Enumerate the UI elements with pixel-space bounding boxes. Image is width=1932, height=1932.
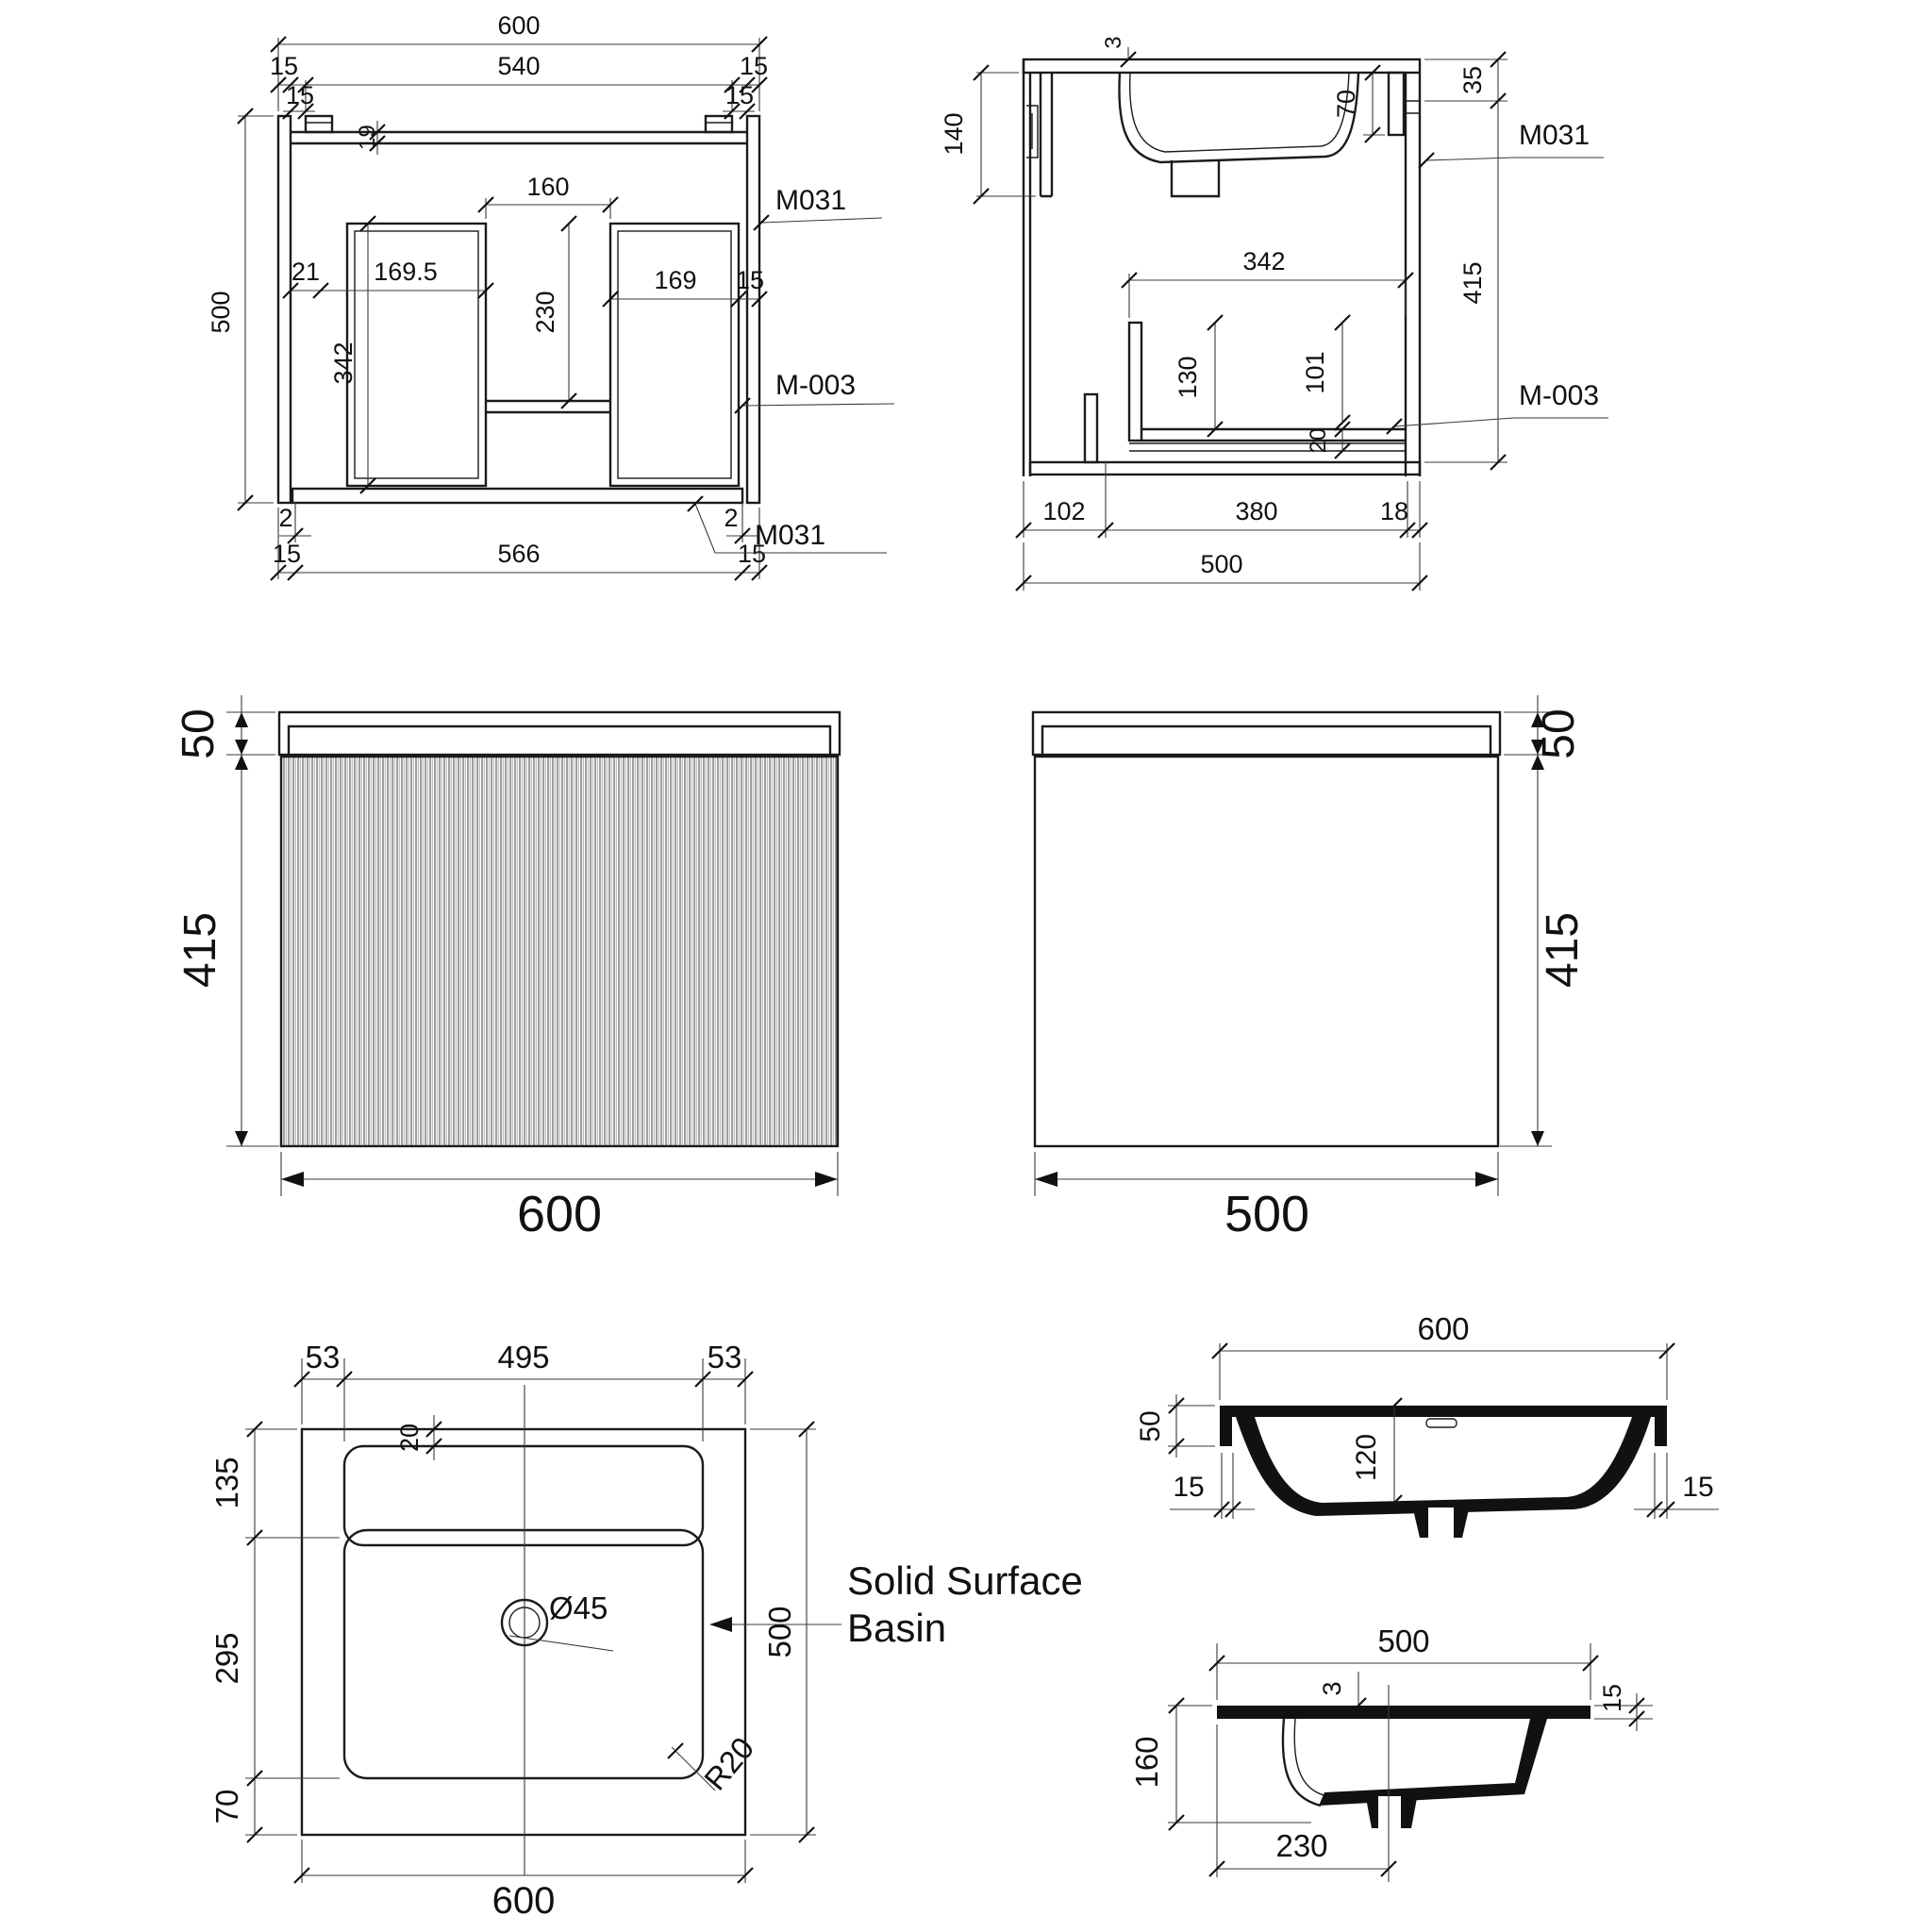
dim-bottom-thk-right: 15 [737, 540, 767, 568]
side-section-view [940, 36, 1608, 591]
dim-overall-depth: 500 [1200, 550, 1243, 578]
hanging-rail [1389, 73, 1404, 135]
drain-bore [1428, 1507, 1454, 1538]
bottom-panel [292, 489, 742, 503]
dim-flange-height: 50 [1135, 1410, 1166, 1442]
dim-front-offset: 102 [1042, 497, 1086, 525]
dim-bottom-length: 566 [497, 540, 541, 568]
dim-edge-left: 53 [305, 1340, 341, 1374]
drain-bore-side [1378, 1796, 1401, 1828]
basin-top-slab [1024, 59, 1420, 73]
side-elevation-view [1033, 695, 1588, 1242]
dim-bowl-inner-depth: 120 [1351, 1433, 1382, 1482]
dim-panel-height-side: 415 [1538, 911, 1588, 989]
dim-overall-height: 500 [207, 291, 235, 334]
fluted-front-panel [281, 757, 838, 1146]
dim-drawer-gap: 160 [526, 173, 570, 201]
dim-bracket-offset-right: 15 [724, 81, 755, 109]
dim-bottom-setback-left: 2 [278, 504, 293, 532]
dim-wall-thk-left: 15 [1173, 1472, 1205, 1503]
dim-overall-width: 600 [497, 11, 541, 40]
front-elevation-view [174, 695, 840, 1242]
dim-inner-width: 540 [497, 52, 541, 80]
part-label-m003: M-003 [775, 370, 857, 401]
front-section-view [207, 11, 894, 580]
dim-drawer-side-gap: 21 [291, 258, 321, 286]
dim-cap-height-side: 50 [1534, 708, 1584, 759]
drain-stub [1172, 159, 1219, 196]
dim-drawer-height: 342 [329, 341, 358, 385]
dim-panel-height: 415 [175, 911, 225, 989]
right-side-panel [747, 116, 759, 503]
dim-body-height: 415 [1458, 261, 1487, 305]
center-shelf [486, 401, 610, 412]
m003-panel [1129, 443, 1406, 451]
dim-corner-radius: R20 [697, 1730, 761, 1797]
bowl-bottom-section [1319, 1719, 1547, 1806]
side-panel-face [1035, 757, 1498, 1146]
dim-bowl-width: 495 [497, 1340, 550, 1374]
dim-cap-height: 50 [174, 708, 224, 759]
basin-slab-section [1217, 1706, 1591, 1719]
front-wall [1024, 59, 1030, 476]
basin-label-line2: Basin [847, 1606, 947, 1650]
dim-101: 101 [1301, 351, 1329, 394]
dim-slab-edge-thk: 15 [1598, 1683, 1626, 1713]
front-apron [1041, 73, 1052, 196]
bottom-shelf [1141, 429, 1406, 441]
dim-bracket-offset-left: 15 [285, 81, 315, 109]
part-label-m031-top: M031 [775, 185, 847, 216]
overflow-slot [1426, 1419, 1457, 1427]
dim-basin-depth: 500 [1377, 1624, 1430, 1658]
dim-20: 20 [1306, 427, 1331, 454]
dim-basin-overall-depth: 160 [1129, 1736, 1164, 1789]
basin-bowl-plan [344, 1530, 703, 1778]
dim-rail-offset: 35 [1458, 65, 1487, 95]
dim-bottom-thk-left: 15 [272, 540, 302, 568]
dim-bowl-depth-plan: 295 [209, 1632, 244, 1685]
dim-slab-thk: 3 [1101, 36, 1126, 49]
dim-bowl-depth-rear: 70 [1332, 89, 1360, 119]
dim-drain-position: 230 [1275, 1828, 1328, 1863]
dim-130: 130 [1174, 356, 1202, 399]
dim-panel-thk-right: 15 [739, 52, 769, 80]
front-bottom-bracket [1085, 394, 1097, 462]
dim-ledge-depth: 135 [209, 1457, 244, 1509]
basin-plan-view [209, 1340, 1083, 1922]
dim-drawer-span: 380 [1235, 497, 1278, 525]
bowl-front-outer [1283, 1719, 1321, 1806]
hanger-bracket-left [306, 116, 332, 132]
dim-back-gap: 18 [1379, 497, 1409, 525]
basin-flange-section [1220, 1406, 1667, 1446]
dim-plan-width: 600 [491, 1880, 556, 1922]
dim-basin-width: 600 [1417, 1311, 1470, 1346]
dim-gap-height: 230 [531, 291, 559, 334]
top-cap-side [1033, 712, 1500, 755]
dim-drain-diameter: Ø45 [549, 1591, 608, 1625]
drawer-back [1129, 323, 1141, 441]
part-label-m031-bottom: M031 [755, 520, 826, 551]
top-cap [279, 712, 840, 755]
left-side-panel [278, 116, 291, 503]
basin-front-section-view [1135, 1311, 1719, 1538]
dim-wall-thk-right: 15 [1682, 1472, 1714, 1503]
basin-side-section-view [1129, 1624, 1653, 1882]
dim-width: 600 [516, 1186, 603, 1242]
part-label-m003-side: M-003 [1519, 380, 1600, 411]
dim-drawer-depth: 342 [1242, 247, 1286, 275]
apron-bracket [1026, 106, 1038, 158]
basin-label-line1: Solid Surface [847, 1558, 1083, 1603]
basin-bowl-section [1236, 1417, 1651, 1516]
part-label-m031-side: M031 [1519, 120, 1591, 151]
basin-outer-plan [302, 1429, 745, 1835]
dim-top-rail-thk: 19 [355, 125, 380, 150]
bowl-inner [1130, 73, 1349, 152]
basin-label-arrow [709, 1617, 732, 1632]
dim-panel-thk-left: 15 [269, 52, 299, 80]
dim-apron-height: 140 [940, 112, 968, 156]
dim-right-side-thk: 15 [735, 266, 765, 294]
hanger-bracket-right [706, 116, 732, 132]
dim-right-drawer-width: 169 [654, 266, 697, 294]
dim-depth: 500 [1224, 1186, 1310, 1242]
right-drawer [610, 224, 739, 486]
dim-bottom-setback-right: 2 [724, 504, 739, 532]
dim-left-drawer-width: 169.5 [374, 258, 438, 286]
dim-edge-right: 53 [707, 1340, 742, 1374]
dim-slab-thin: 3 [1318, 1681, 1346, 1696]
cabinet-bottom [1030, 462, 1420, 475]
dim-plan-depth: 500 [762, 1606, 797, 1658]
handle-recess [289, 726, 830, 755]
dim-rim-gap: 20 [395, 1423, 424, 1453]
dim-front-edge: 70 [209, 1789, 244, 1824]
handle-recess-side [1042, 726, 1491, 755]
